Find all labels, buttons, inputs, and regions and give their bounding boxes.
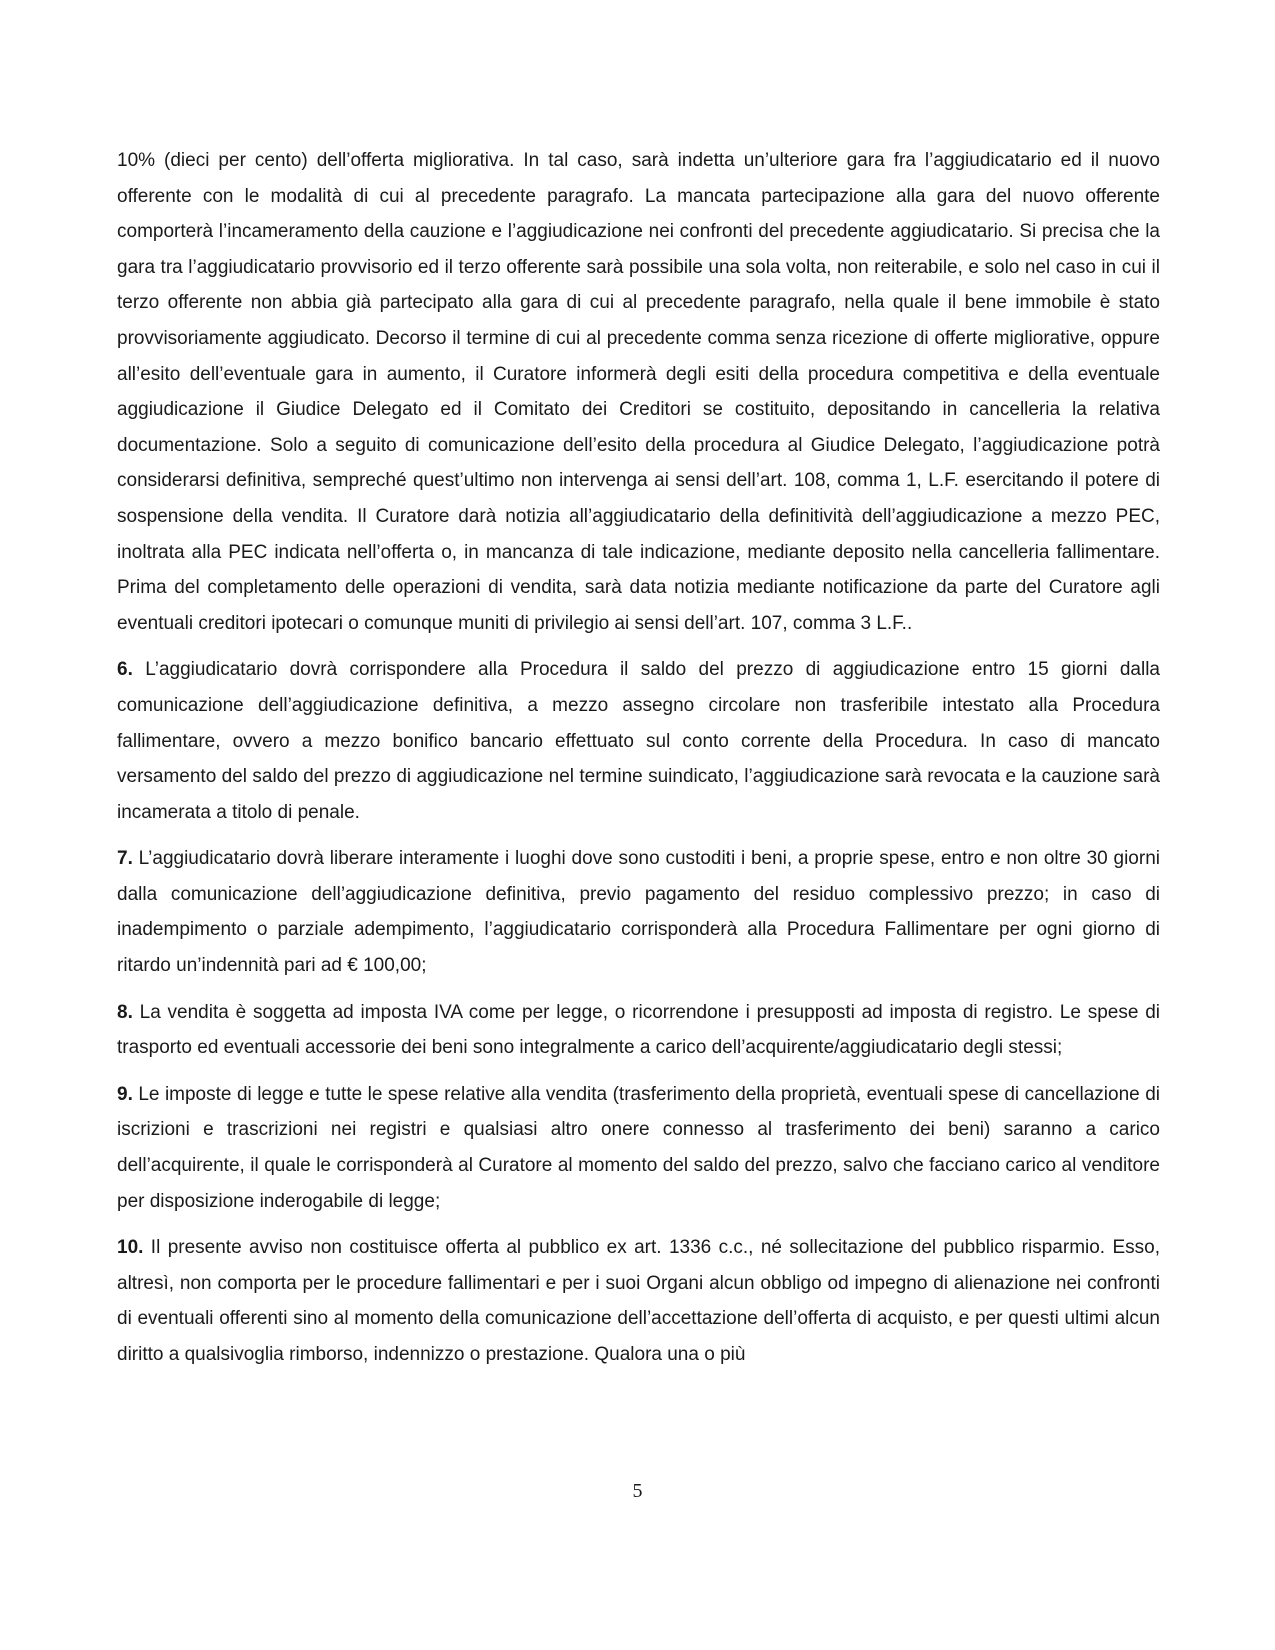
paragraph-number: 6. [117, 659, 133, 681]
paragraph-text: L’aggiudicatario dovrà corrispondere alla Procedura il saldo del prezzo di aggiudicazione entro 15 giorni dalla comunicazione dell’aggiudicazione definitiva, a mezzo assegno circolare non trasferibile intestato alla Procedura fallimentare, ovvero a mezzo bonifico bancario effettuato sul conto corrente della Procedura. In caso di mancato versamento del saldo del prezzo di aggiudicazione nel termine suindicato, l’aggiudicazione sarà revocata e la cauzione sarà incamerata a titolo di penale. [117, 659, 1160, 823]
paragraph-text: La vendita è soggetta ad imposta IVA come per legge, o ricorrendone i presupposti ad imposta di registro. Le spese di trasporto ed eventuali accessorie dei beni sono integralmente a carico dell’acquirente/aggiudicatario degli stessi; [117, 1001, 1160, 1059]
paragraph-continuation [117, 143, 1160, 641]
document-body [117, 143, 1160, 1384]
paragraph-number: 8. [117, 1001, 133, 1023]
paragraph-text: L’aggiudicatario dovrà liberare interamente i luoghi dove sono custoditi i beni, a proprie spese, entro e non oltre 30 giorni dalla comunicazione dell’aggiudicazione definitiva, previo pagamento del residuo complessivo prezzo; in caso di inadempimento o parziale adempimento, l’aggiudicatario corrisponderà alla Procedura Fallimentare per ogni giorno di ritardo un’indennità pari ad € 100,00; [117, 848, 1160, 977]
paragraph-number: 10. [117, 1237, 144, 1259]
paragraph-text: Le imposte di legge e tutte le spese relative alla vendita (trasferimento della proprietà, eventuali spese di cancellazione di iscrizioni e trascrizioni nei registri e qualsiasi altro onere connesso al trasferimento dei beni) saranno a carico dell’acquirente, il quale le corrisponderà al Curatore al momento del saldo del prezzo, salvo che facciano carico al venditore per disposizione inderogabile di legge; [117, 1083, 1160, 1212]
paragraph-7 [117, 841, 1160, 983]
paragraph-text: 10% (dieci per cento) dell’offerta migliorativa. In tal caso, sarà indetta un’ulteriore gara fra l’aggiudicatario ed il nuovo offerente con le modalità di cui al precedente paragrafo. La mancata partecipazione alla gara del nuovo offerente comporterà l’incameramento della cauzione e l’aggiudicazione nei confronti del precedente aggiudicatario. Si precisa che la gara tra l’aggiudicatario provvisorio ed il terzo offerente sarà possibile una sola volta, non reiterabile, e solo nel caso in cui il terzo offerente non abbia già partecipato alla gara di cui al precedente paragrafo, nella quale il bene immobile è stato provvisoriamente aggiudicato. Decorso il termine di cui al precedente comma senza ricezione di offerte migliorative, oppure all’esito dell’eventuale gara in aumento, il Curatore informerà degli esiti della procedura competitiva e della eventuale aggiudicazione il Giudice Delegato ed il Comitato dei Creditori se costituito, depositando in cancelleria la relativa documentazione. Solo a seguito di comunicazione dell’esito della procedura al Giudice Delegato, l’aggiudicazione potrà considerarsi definitiva, sempreché quest’ultimo non intervenga ai sensi dell’art. 108, comma 1, L.F. esercitando il potere di sospensione della vendita. Il Curatore darà notizia all’aggiudicatario della definitività dell’aggiudicazione a mezzo PEC, inoltrata alla PEC indicata nell’offerta o, in mancanza di tale indicazione, mediante deposito nella cancelleria fallimentare. Prima del completamento delle operazioni di vendita, sarà data notizia mediante notificazione da parte del Curatore agli eventuali creditori ipotecari o comunque muniti di privilegio ai sensi dell’art. 107, comma 3 L.F.. [117, 150, 1160, 634]
paragraph-number: 7. [117, 848, 133, 870]
paragraph-number: 9. [117, 1083, 133, 1105]
paragraph-text: Il presente avviso non costituisce offerta al pubblico ex art. 1336 c.c., né sollecitazione del pubblico risparmio. Esso, altresì, non comporta per le procedure fallimentari e per i suoi Organi alcun obbligo od impegno di alienazione nei confronti di eventuali offerenti sino al momento della comunicazione dell’accettazione dell’offerta di acquisto, e per questi ultimi alcun diritto a qualsivoglia rimborso, indennizzo o prestazione. Qualora una o più [117, 1237, 1160, 1365]
paragraph-10 [117, 1230, 1160, 1372]
page-number: 5 [632, 1480, 643, 1502]
paragraph-6 [117, 652, 1160, 830]
paragraph-8 [117, 995, 1160, 1066]
paragraph-9 [117, 1077, 1160, 1219]
